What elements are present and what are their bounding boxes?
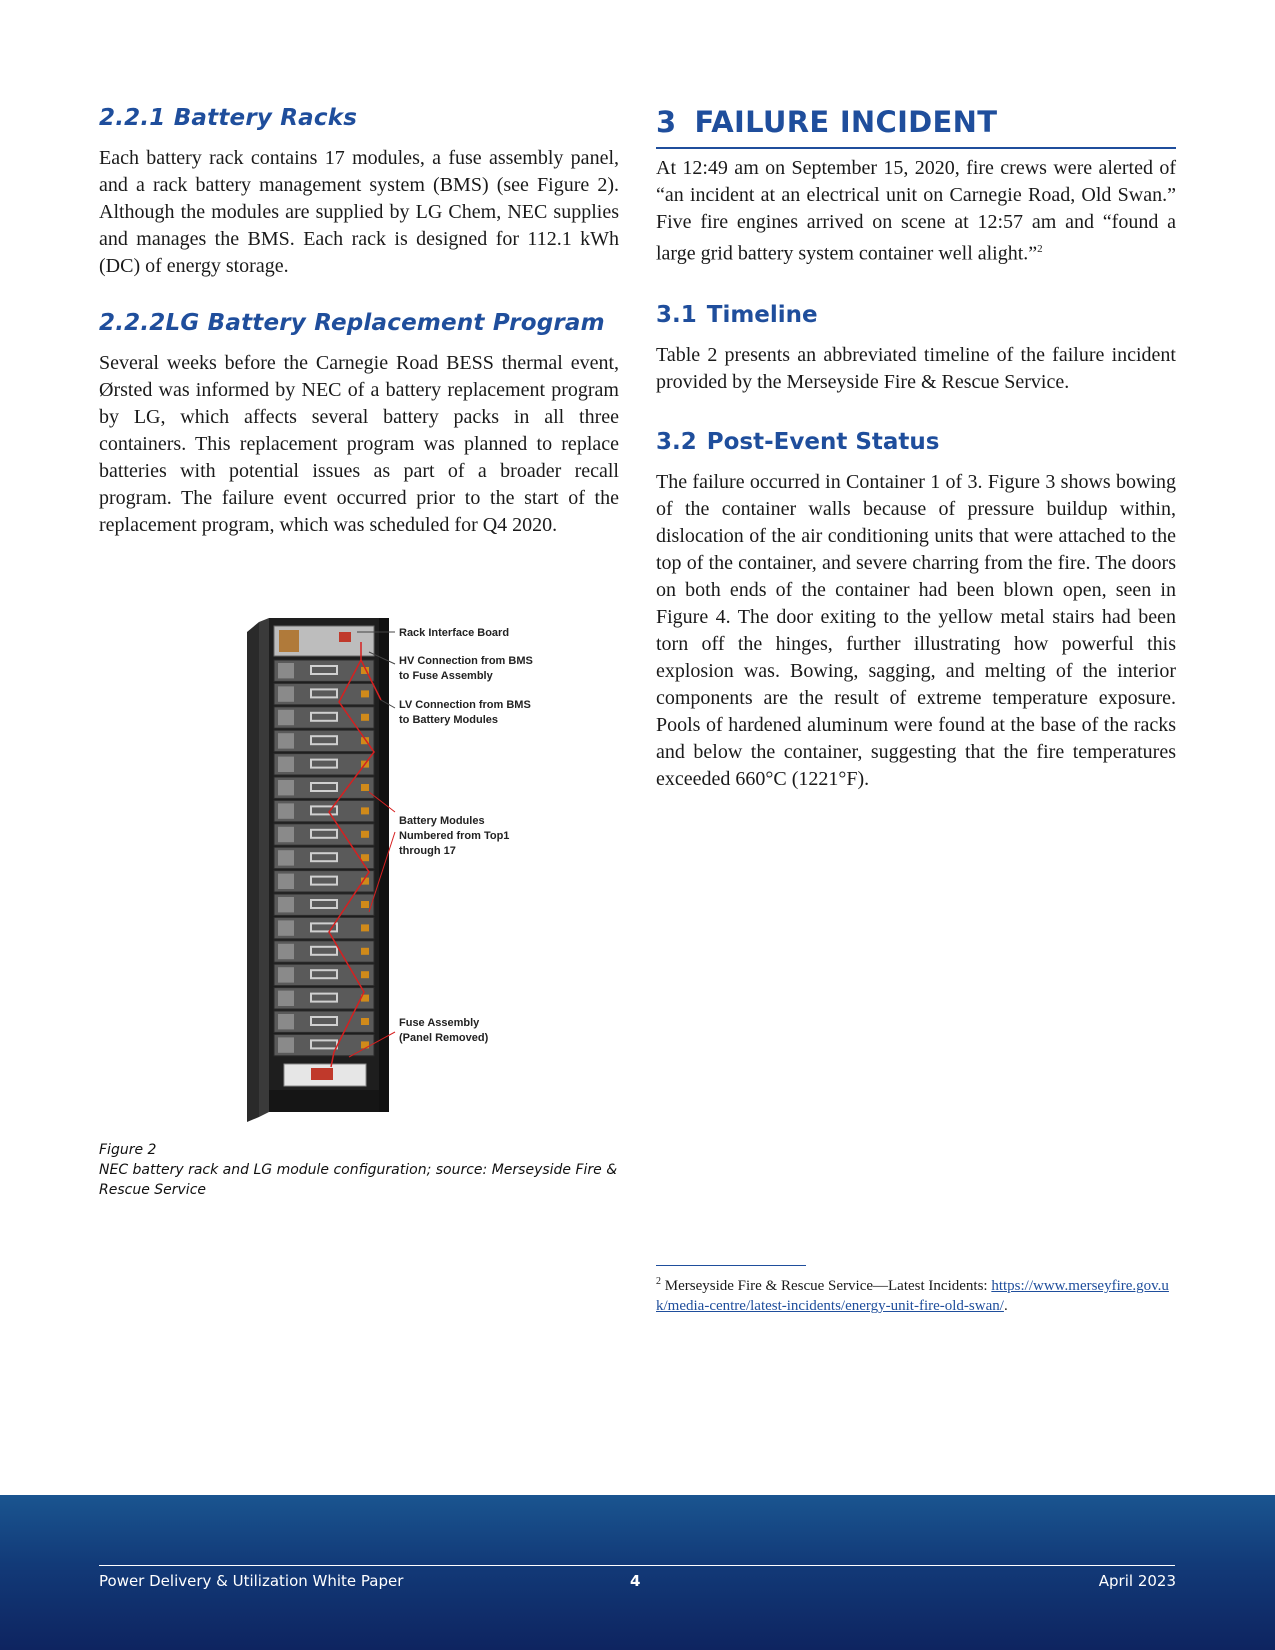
footnote-ref[interactable]: 2 <box>1037 243 1043 255</box>
footnote-divider <box>656 1265 806 1266</box>
label-battery-modules-3: through 17 <box>399 845 456 857</box>
section-2-2-2-heading: 2.2.2LG Battery Replacement Program <box>99 310 605 336</box>
section-3-heading <box>656 105 1176 149</box>
footnote <box>656 1272 1176 1316</box>
footer-publication: Power Delivery & Utilization White Paper <box>99 1572 404 1590</box>
label-fuse-assembly-1: Fuse Assembly <box>399 1017 480 1029</box>
section-3-2-body: The failure occurred in Container 1 of 3. Figure 3 shows bowing of the container walls because of pressure buildup within, dislocation of the air conditioning units that were attached to the top of the container, and severe charring from the fire. The doors on both ends of the container had been blown open, seen in Figure 4. The door exiting to the yellow metal stairs had been torn off the hinges, further illustrating how powerful this explosion was. Bowing, sagging, and melting of the interior components are the result of extreme temperature exposure. Pools of hardened aluminum were found at the base of the racks and below the container, suggesting that the fire temperatures exceeded 660°C (1221°F). <box>656 470 1176 790</box>
section-2-2-2-body: Several weeks before the Carnegie Road BESS thermal event, Ørsted was informed by NEC of a battery replacement program by LG, which affects several battery packs in all three containers. This replacement program was planned to replace batteries with potential issues as part of a broader recall program. The failure event occurred prior to the start of the replacement program, which was scheduled for Q4 2020. <box>99 352 619 536</box>
label-lv-connection-1: LV Connection from BMS <box>399 699 531 711</box>
label-battery-modules-1: Battery Modules <box>399 815 485 827</box>
section-number: 3.1 <box>656 301 697 328</box>
section-3-1-heading <box>656 302 1176 328</box>
section-3-text: At 12:49 am on September 15, 2020, fire crews were alerted of “an incident at an electrical unit on Carnegie Road, Old Swan.” Five fire engines arrived on scene at 12:57 am and “found a large grid battery system container well alight.” <box>656 157 1176 265</box>
right-column <box>656 105 1176 793</box>
section-title: FAILURE INCIDENT <box>694 105 998 139</box>
label-lv-connection-2: to Battery Modules <box>399 714 499 726</box>
label-fuse-assembly-2: (Panel Removed) <box>399 1032 489 1044</box>
label-hv-connection-2: to Fuse Assembly <box>399 670 493 682</box>
label-rack-interface-board: Rack Interface Board <box>399 627 510 639</box>
figure-label: Figure 2 <box>99 1142 157 1158</box>
section-title: Timeline <box>706 301 818 328</box>
section-number: 3.2 <box>656 428 697 455</box>
footnote-tail: . <box>1003 1298 1008 1314</box>
footnote-link[interactable]: https://www.merseyfire.gov.uk/media-centre/latest-incidents/energy-unit-fire-old-swan/ <box>656 1278 1169 1314</box>
label-battery-modules-2: Numbered from Top1 <box>399 830 510 842</box>
label-hv-connection-1: HV Connection from BMS <box>399 655 533 667</box>
battery-rack-illustration <box>99 612 619 1132</box>
section-2-2-1-body: Each battery rack contains 17 modules, a fuse assembly panel, and a rack battery management system (BMS) (see Figure 2). Although the modules are supplied by LG Chem, NEC supplies and manages the BMS. Each rack is designed for 112.1 kWh (DC) of energy storage. <box>99 147 619 277</box>
section-title: Post-Event Status <box>706 428 940 455</box>
section-3-1-body: Table 2 presents an abbreviated timeline of the failure incident provided by the Merseyside Fire & Rescue Service. <box>656 343 1176 393</box>
footnote-text: Merseyside Fire & Rescue Service—Latest Incidents: <box>661 1278 992 1294</box>
left-column <box>99 105 619 539</box>
section-3-2-heading <box>656 429 1176 455</box>
section-number: 3 <box>656 105 677 139</box>
footnote-number: 2 <box>656 1276 661 1287</box>
section-2-2-1-heading: 2.2.1 Battery Racks <box>99 105 358 131</box>
figure-2-battery-rack <box>99 612 619 1137</box>
footer-page-number: 4 <box>630 1572 641 1590</box>
footer-divider <box>99 1565 1175 1566</box>
figure-2-caption <box>99 1140 619 1200</box>
figure-caption-text: NEC battery rack and LG module configuration; source: Merseyside Fire & Rescue Service <box>99 1162 618 1198</box>
footer-date: April 2023 <box>1098 1572 1176 1590</box>
section-3-body <box>656 155 1176 268</box>
